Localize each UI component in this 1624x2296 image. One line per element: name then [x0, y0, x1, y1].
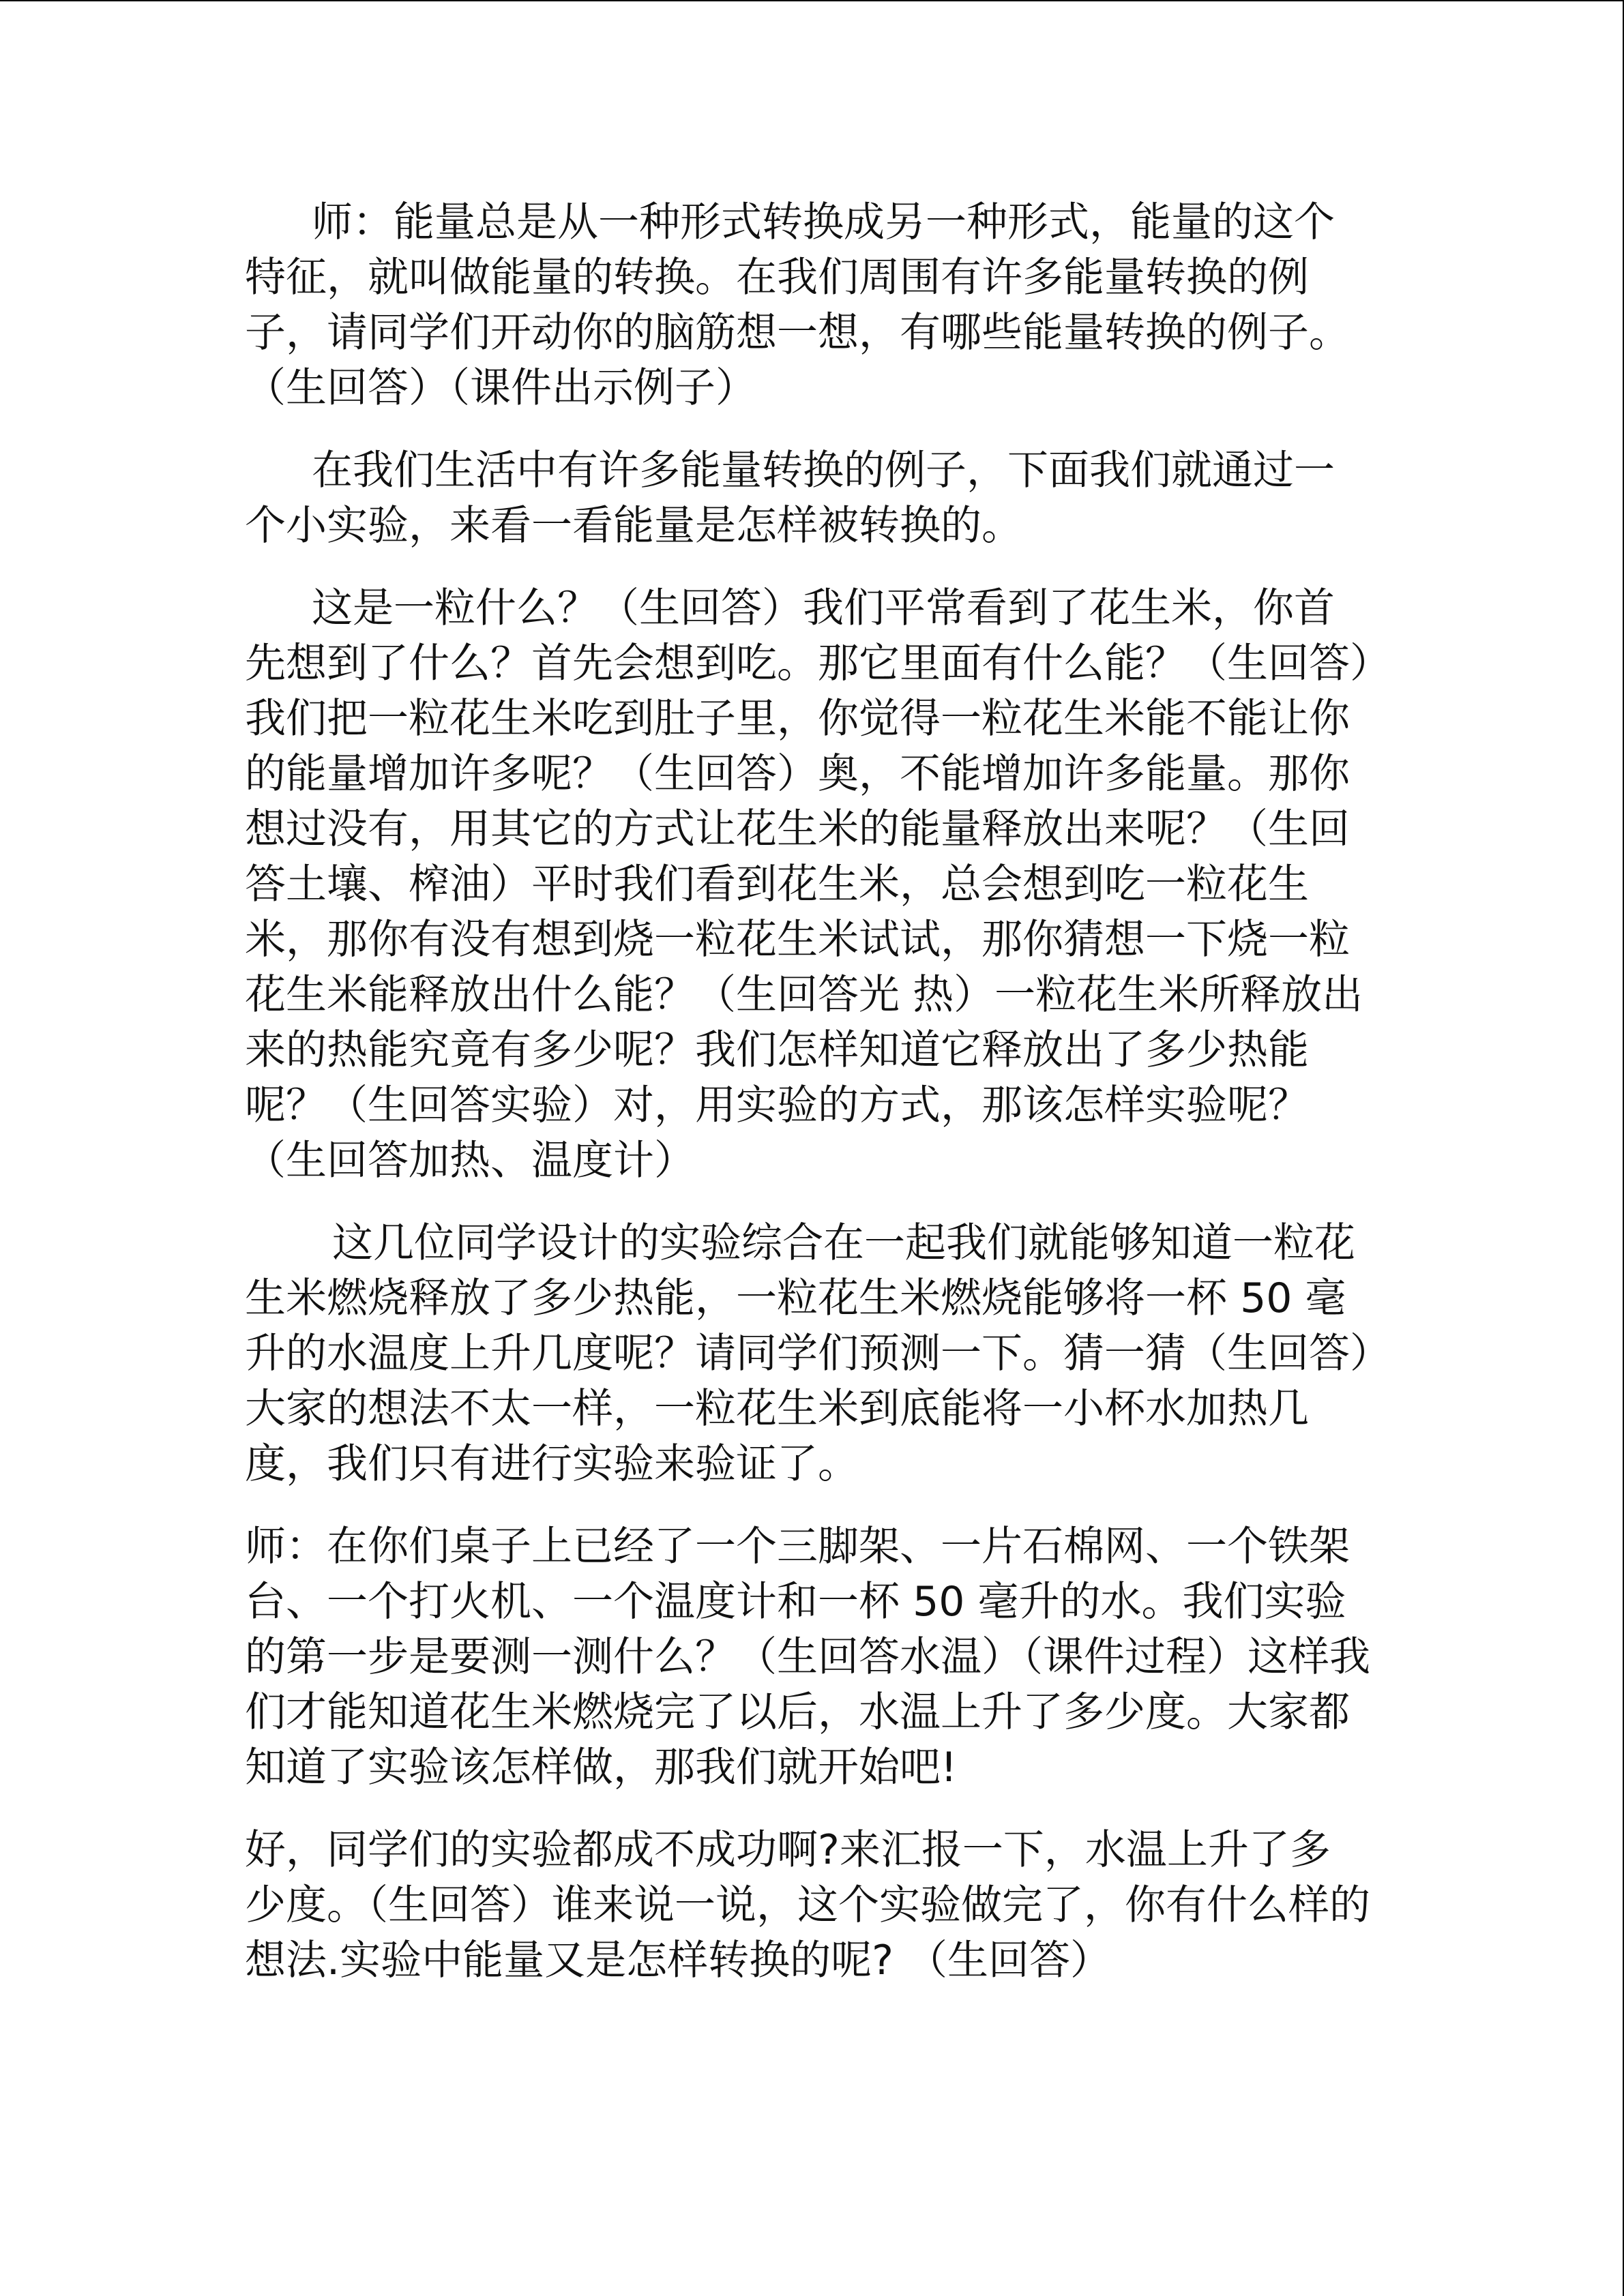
paragraph-6: 好，同学们的实验都成不成功啊?来汇报一下，水温上升了多少度。（生回答）谁来说一说，这个实验做完了，你有什么样的想法.实验中能量又是怎样转换的呢? （生回答）: [245, 1826, 1370, 1984]
document-body: [245, 195, 1370, 2016]
paragraph-3: 这是一粒什么？（生回答）我们平常看到了花生米，你首先想到了什么？首先会想到吃。那它里面有什么能？（生回答）我们把一粒花生米吃到肚子里，你觉得一粒花生米能不能让你的能量增加许多呢？（生回答）奥，不能增加许多能量。那你想过没有，用其它的方式让花生米的能量释放出来呢？（生回答土壤、榨油）平时我们看到花生米，总会想到吃一粒花生米，那你有没有想到烧一粒花生米试试，那你猜想一下烧一粒花生米能释放出什么能？（生回答光 热）一粒花生米所释放出来的热能究竟有多少呢？我们怎样知道它释放出了多少热能呢？（生回答实验）对，用实验的方式，那该怎样实验呢？（生回答加热、温度计）: [245, 584, 1370, 1184]
paragraph-2: 在我们生活中有许多能量转换的例子，下面我们就通过一个小实验，来看一看能量是怎样被转换的。: [245, 447, 1335, 550]
paragraph-1: 师：能量总是从一种形式转换成另一种形式，能量的这个特征，就叫做能量的转换。在我们周围有许多能量转换的例子，请同学们开动你的脑筋想一想，有哪些能量转换的例子。（生回答）（课件出示例子）: [245, 198, 1350, 412]
paragraph-4: 这几位同学设计的实验综合在一起我们就能够知道一粒花生米燃烧释放了多少热能，一粒花生米燃烧能够将一杯 50 毫升的水温度上升几度呢？请同学们预测一下。猜一猜（生回答）大家的想法不太一样，一粒花生米到底能将一小杯水加热几度，我们只有进行实验来验证了。: [245, 1219, 1370, 1488]
paragraph-5: 师：在你们桌子上已经了一个三脚架、一片石棉网、一个铁架台、一个打火机、一个温度计和一杯 50 毫升的水。我们实验的第一步是要测一测什么？（生回答水温）（课件过程）这样我们才能知道花生米燃烧完了以后，水温上升了多少度。大家都知道了实验该怎样做，那我们就开始吧!: [245, 1523, 1370, 1791]
